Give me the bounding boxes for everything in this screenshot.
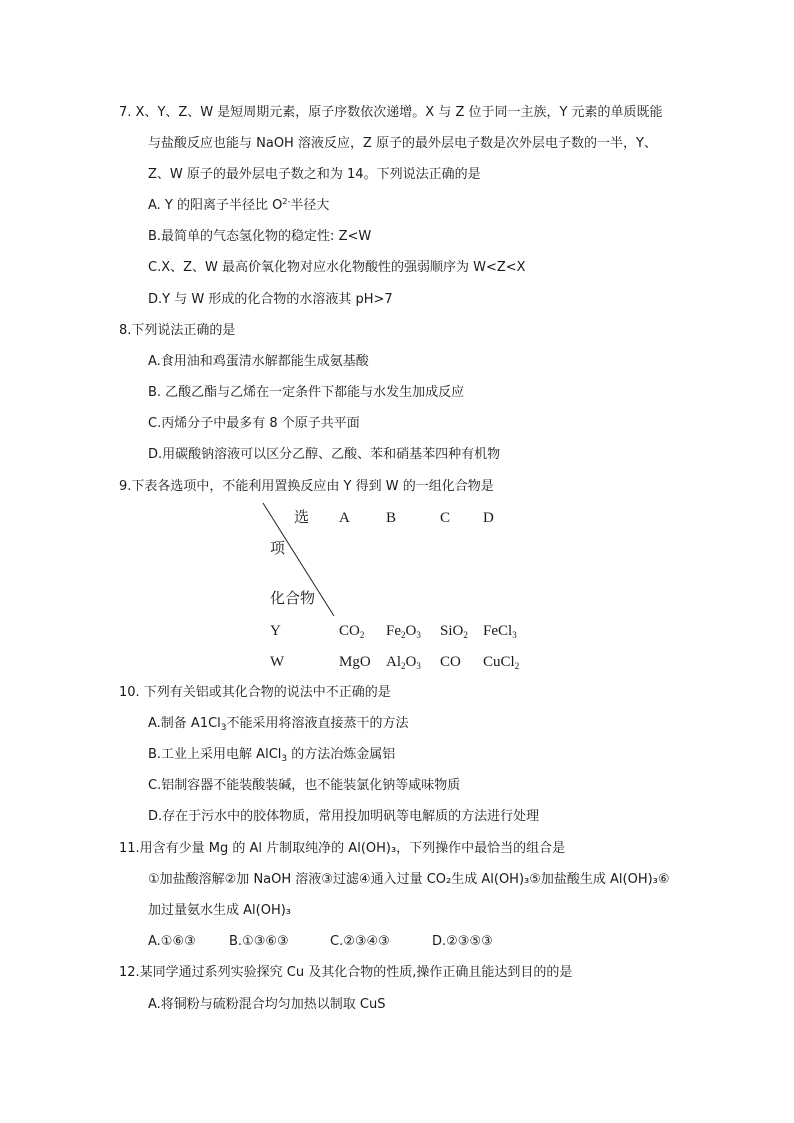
q11-option-b: B.①③⑥③ <box>229 934 289 949</box>
q10-option-b-text-end: 的方法冶炼金属铝 <box>287 747 396 762</box>
q9-y-d <box>483 622 517 640</box>
q10-option-b-text: B.工业上采用电解 AlCl <box>148 747 282 762</box>
q11-option-c: C.②③④③ <box>330 934 390 949</box>
q7-stem-line2: 与盐酸反应也能与 NaOH 溶液反应，Z 原子的最外层电子数是次外层电子数的一半，Y、 <box>148 136 657 151</box>
q11-stem: 11.用含有少量 Mg 的 Al 片制取纯净的 Al(OH)₃，下列操作中最恰当的组合是 <box>119 841 566 856</box>
q7-option-d: D.Y 与 W 形成的化合物的水溶液其 pH>7 <box>148 292 393 307</box>
q9-w-a: MgO <box>339 654 371 670</box>
q9-header-compound: 化合物 <box>270 591 316 607</box>
q10-option-a-text-end: 不能采用将溶液直接蒸干的方法 <box>226 716 409 731</box>
q9-w-c: CO <box>440 654 461 670</box>
q12-option-a: A.将铜粉与硫粉混合均匀加热以制取 CuS <box>148 997 386 1012</box>
q8-option-c: C.丙烯分子中最多有 8 个原子共平面 <box>148 416 360 431</box>
q9-stem: 9.下表各选项中，不能利用置换反应由 Y 得到 W 的一组化合物是 <box>119 479 494 494</box>
q9-row-y-label: Y <box>270 623 281 639</box>
q8-option-b: B. 乙酸乙酯与乙烯在一定条件下都能与水发生加成反应 <box>148 385 465 400</box>
q11-option-a: A.①⑥③ <box>148 934 196 949</box>
q7-stem-line1: 7. X、Y、Z、W 是短周期元素，原子序数依次递增。X 与 Z 位于同一主族，Y 元素的单质既能 <box>119 105 663 120</box>
q9-w-b-o-sub: 3 <box>416 661 421 671</box>
q9-y-b <box>386 622 421 640</box>
q7-option-a-text: A. Y 的阳离子半径比 O <box>148 198 283 213</box>
q9-w-d <box>483 653 519 671</box>
q11-option-d: D.②③⑤③ <box>432 934 493 949</box>
q9-col-c: C <box>440 510 451 526</box>
q9-col-d: D <box>483 510 494 526</box>
q9-y-c-sub: 2 <box>463 630 468 640</box>
q9-y-b-fe: Fe <box>386 623 401 639</box>
q9-w-b-al: Al <box>386 654 401 670</box>
q7-stem-line3: Z、W 原子的最外层电子数之和为 14。下列说法正确的是 <box>148 167 481 182</box>
q9-y-a-base: CO <box>339 623 360 639</box>
q7-option-b: B.最简单的气态氢化物的稳定性: Z<W <box>148 229 372 244</box>
q10-option-b <box>148 746 395 764</box>
q10-option-b-sub: 3 <box>281 754 288 764</box>
q10-stem: 10. 下列有关铝或其化合物的说法中不正确的是 <box>119 685 391 700</box>
q12-stem: 12.某同学通过系列实验探究 Cu 及其化合物的性质,操作正确且能达到目的的是 <box>119 965 573 980</box>
q7-option-a-charge: 2- <box>282 197 291 206</box>
q11-steps-line2: 加过量氨水生成 Al(OH)₃ <box>148 903 292 918</box>
q9-w-d-base: CuCl <box>483 654 515 670</box>
q11-steps-line1: ①加盐酸溶解②加 NaOH 溶液③过滤④通入过量 CO₂生成 Al(OH)₃⑤加盐酸生成 Al(OH)₃⑥ <box>148 872 670 887</box>
q10-option-a <box>148 715 409 733</box>
q7-option-a-text-end: 半径大 <box>290 198 330 213</box>
q9-w-b-o: O <box>405 654 417 670</box>
q9-y-a-sub: 2 <box>359 630 365 640</box>
q8-option-d: D.用碳酸钠溶液可以区分乙醇、乙酸、苯和硝基苯四种有机物 <box>148 447 501 462</box>
q9-col-a: A <box>339 510 350 526</box>
q10-option-c: C.铝制容器不能装酸装碱，也不能装氯化钠等咸味物质 <box>148 778 461 793</box>
q9-y-c <box>440 622 468 640</box>
q10-option-a-text: A.制备 A1Cl <box>148 716 221 731</box>
q9-y-b-fe-sub: 2 <box>401 630 406 640</box>
q9-y-a <box>339 622 364 640</box>
q9-y-d-sub: 3 <box>512 630 517 640</box>
q9-w-b <box>386 653 421 671</box>
q9-col-b: B <box>386 510 397 526</box>
q9-y-d-base: FeCl <box>483 623 513 639</box>
q7-option-c: C.X、Z、W 最高价氧化物对应水化物酸性的强弱顺序为 W<Z<X <box>148 260 526 275</box>
q9-header-item: 项 <box>270 541 286 557</box>
q8-option-a: A.食用油和鸡蛋清水解都能生成氨基酸 <box>148 354 369 369</box>
q9-row-w-label: W <box>270 654 285 670</box>
q9-w-d-sub: 2 <box>514 661 520 671</box>
q10-option-a-sub: 3 <box>220 723 227 733</box>
q9-header-select: 选 <box>294 510 310 526</box>
q9-y-b-o-sub: 3 <box>416 630 421 640</box>
q10-option-d: D.存在于污水中的胶体物质，常用投加明矾等电解质的方法进行处理 <box>148 809 540 824</box>
q9-w-b-al-sub: 2 <box>401 661 406 671</box>
q8-stem: 8.下列说法正确的是 <box>119 323 236 338</box>
q9-y-c-base: SiO <box>440 623 464 639</box>
q9-y-b-o: O <box>405 623 417 639</box>
